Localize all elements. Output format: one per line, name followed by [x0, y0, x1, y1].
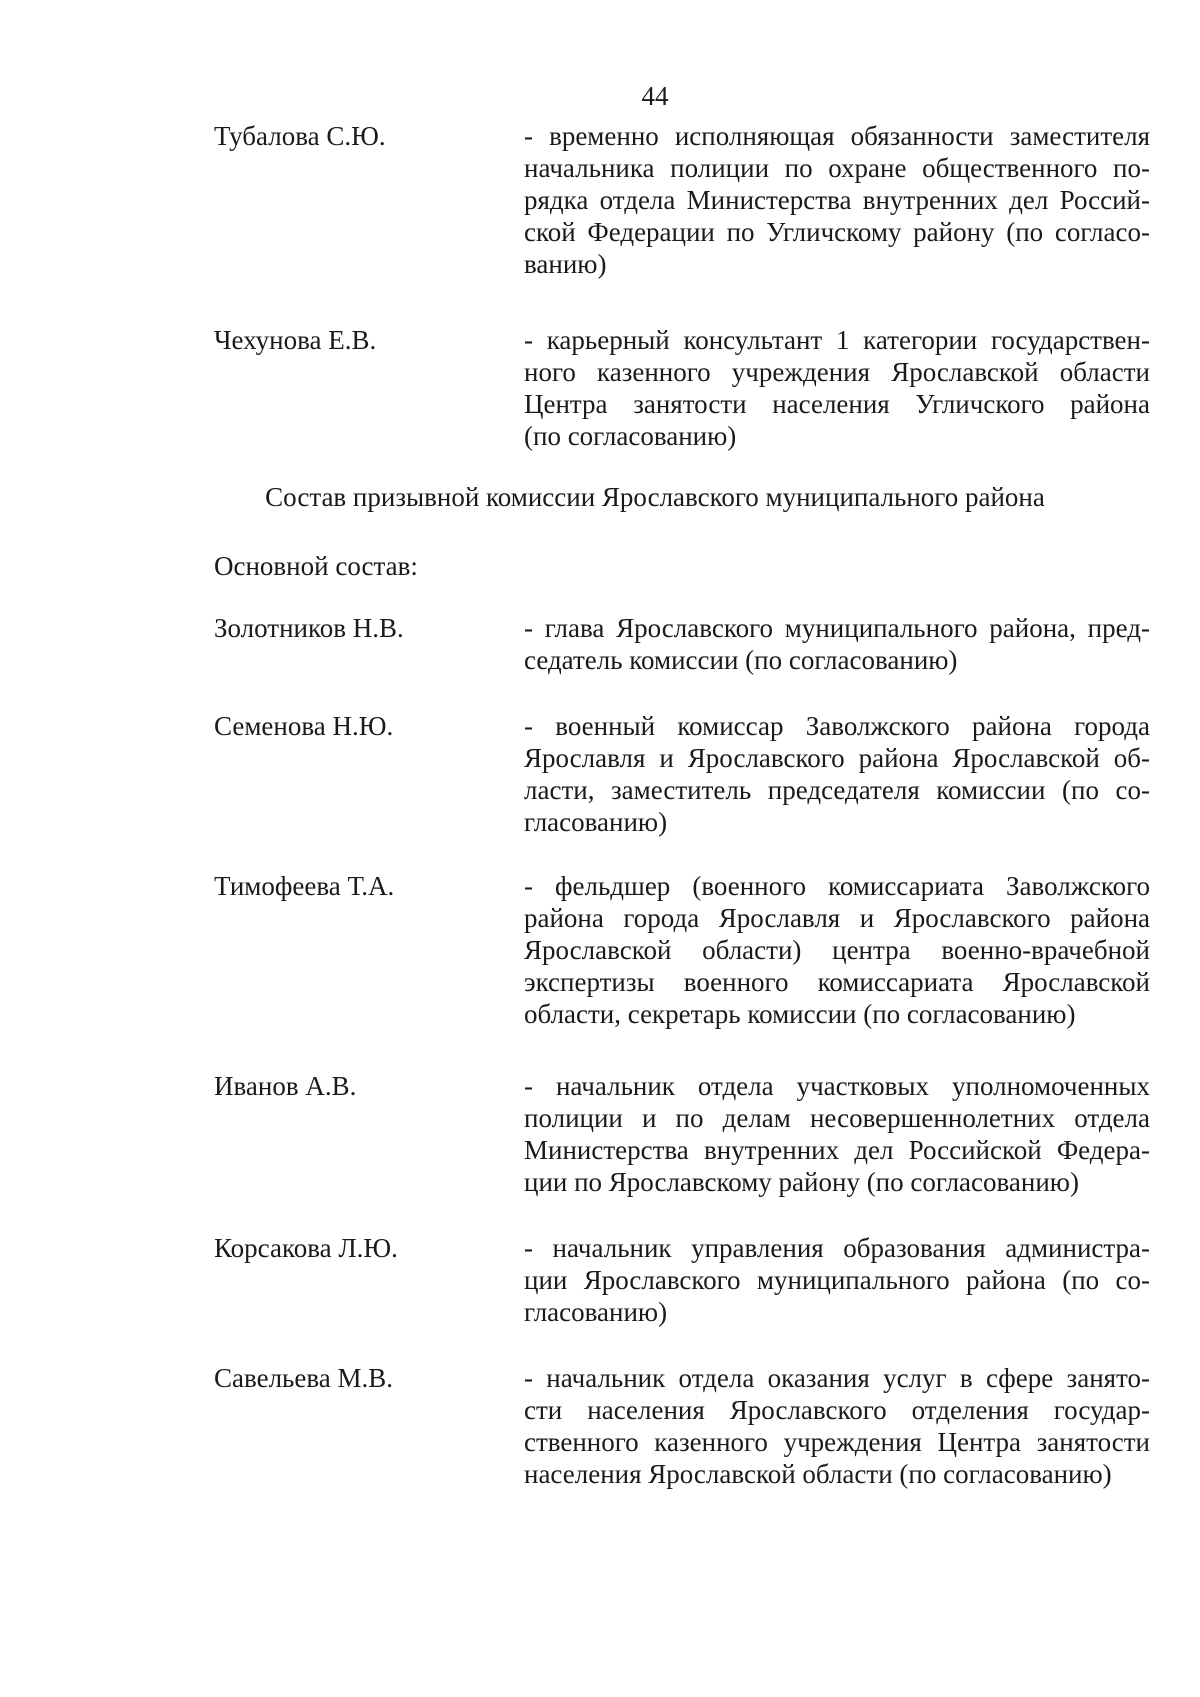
member-description — [524, 1070, 1150, 1198]
member-description — [524, 324, 1150, 452]
member-name: Семенова Н.Ю. — [214, 711, 394, 741]
description-line: ласти, заместитель председателя комиссии (по со- — [524, 775, 1150, 805]
description-line: сти населения Ярославского отделения государ- — [524, 1395, 1150, 1425]
description-line: Центра занятости населения Угличского района — [524, 389, 1150, 419]
description-line: гласованию) — [524, 807, 668, 837]
member-name: Корсакова Л.Ю. — [214, 1233, 398, 1263]
description-line: - глава Ярославского муниципального района, пред- — [524, 613, 1150, 643]
member-name: Чехунова Е.В. — [214, 325, 377, 355]
subsection-label: Основной состав: — [214, 551, 418, 581]
description-line: рядка отдела Министерства внутренних дел Россий- — [524, 185, 1150, 215]
member-description — [524, 870, 1150, 1030]
member-description — [524, 1362, 1150, 1490]
section-title: Состав призывной комиссии Ярославского муниципального района — [265, 482, 1045, 512]
description-line: начальника полиции по охране общественного по- — [524, 153, 1150, 183]
description-line: - фельдшер (военного комиссариата Заволжского — [524, 871, 1150, 901]
description-line: Ярославской области) центра военно-врачебной — [524, 935, 1150, 965]
description-line: ции Ярославского муниципального района (по со- — [524, 1265, 1150, 1295]
description-line: ции по Ярославскому району (по согласованию) — [524, 1167, 1079, 1197]
description-line: седатель комиссии (по согласованию) — [524, 645, 958, 675]
description-line: гласованию) — [524, 1297, 668, 1327]
description-line: - начальник отдела участковых уполномоченных — [524, 1071, 1150, 1101]
member-name: Савельева М.В. — [214, 1363, 393, 1393]
member-name: Иванов А.В. — [214, 1071, 357, 1101]
description-line: - военный комиссар Заволжского района города — [524, 711, 1150, 741]
description-line: полиции и по делам несовершеннолетних отдела — [524, 1103, 1150, 1133]
page-number: 44 — [641, 81, 669, 111]
member-description — [524, 612, 1150, 676]
description-line: района города Ярославля и Ярославского района — [524, 903, 1150, 933]
description-line: ного казенного учреждения Ярославской области — [524, 357, 1150, 387]
description-line: Ярославля и Ярославского района Ярославской об- — [524, 743, 1150, 773]
description-line: ванию) — [524, 249, 607, 279]
description-line: - временно исполняющая обязанности заместителя — [524, 121, 1150, 151]
description-line: Министерства внутренних дел Российской Федера- — [524, 1135, 1150, 1165]
member-description — [524, 1232, 1150, 1328]
description-line: - начальник управления образования администра- — [524, 1233, 1150, 1263]
description-line: области, секретарь комиссии (по согласованию) — [524, 999, 1076, 1029]
description-line: - карьерный консультант 1 категории государствен- — [524, 325, 1150, 355]
member-name: Золотников Н.В. — [214, 613, 404, 643]
description-line: экспертизы военного комиссариата Ярославской — [524, 967, 1150, 997]
description-line: - начальник отдела оказания услуг в сфере занято- — [524, 1363, 1150, 1393]
member-description — [524, 120, 1150, 280]
member-name: Тимофеева Т.А. — [214, 871, 395, 901]
member-name: Тубалова С.Ю. — [214, 121, 386, 151]
description-line: (по согласованию) — [524, 421, 737, 451]
description-line: населения Ярославской области (по согласованию) — [524, 1459, 1112, 1489]
description-line: ственного казенного учреждения Центра занятости — [524, 1427, 1150, 1457]
member-description — [524, 710, 1150, 838]
description-line: ской Федерации по Угличскому району (по согласо- — [524, 217, 1150, 247]
